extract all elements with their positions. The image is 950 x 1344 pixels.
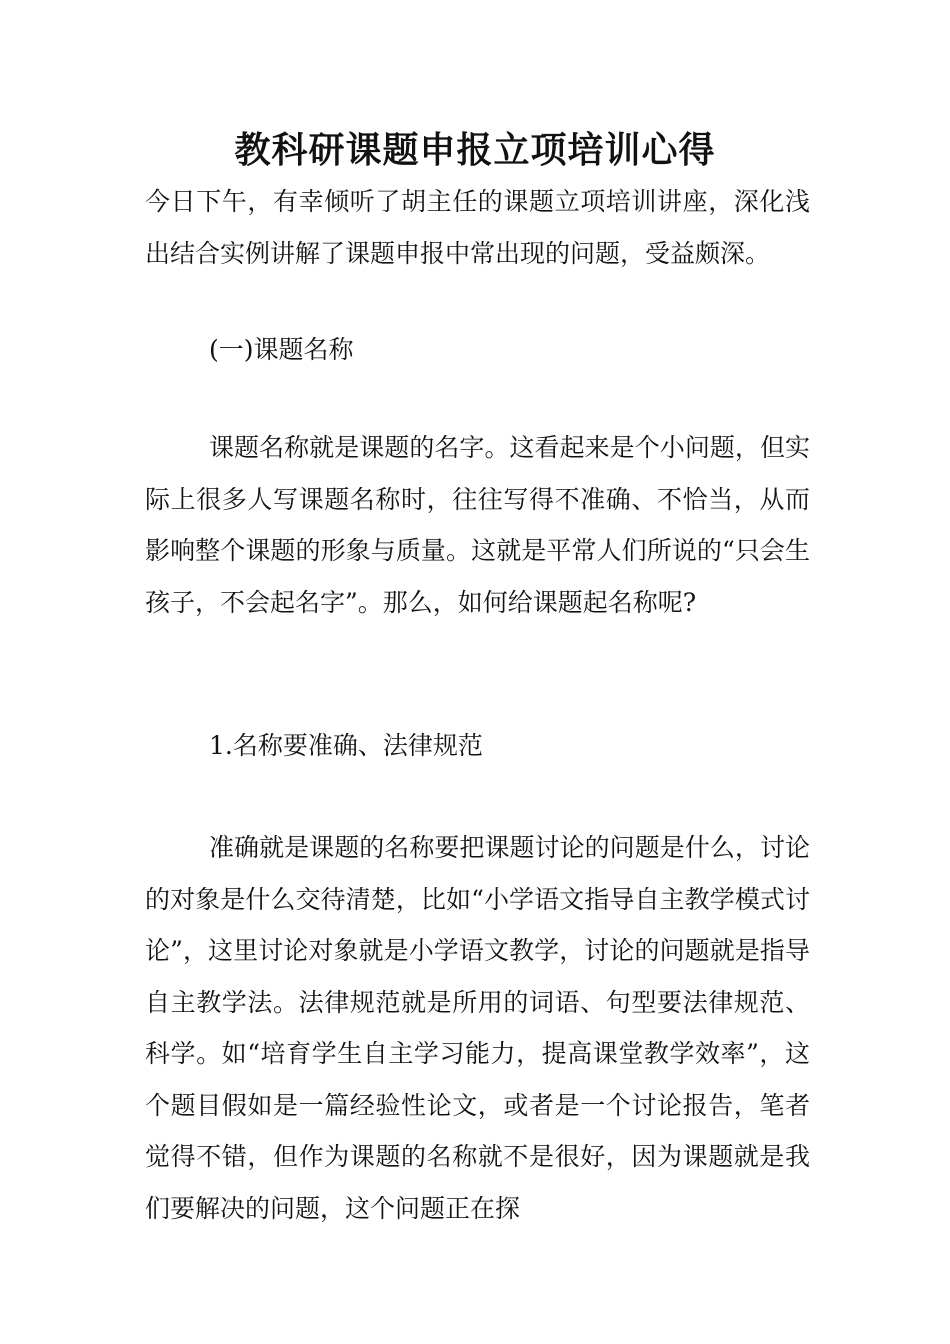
- document-title: 教科研课题申报立项培训心得: [234, 129, 716, 171]
- section-body-paragraph: 课题名称就是课题的名字。这看起来是个小问题，但实际上很多人写课题名称时，往往写得不准确、不恰当，从而影响整个课题的形象与质量。这就是平常人们所说的“只会生孩子，不会起名字”。那么，如何给课题起名称呢?: [145, 433, 810, 617]
- intro-paragraph: 今日下午，有幸倾听了胡主任的课题立项培训讲座，深化浅出结合实例讲解了课题申报中常出现的问题，受益颇深。: [145, 187, 810, 268]
- section-heading: (一)课题名称: [209, 335, 354, 364]
- subsection-body-paragraph: 准确就是课题的名称要把课题讨论的问题是什么，讨论的对象是什么交待清楚，比如“小学语文指导自主教学模式讨论”，这里讨论对象就是小学语文教学，讨论的问题就是指导自主教学法。法律规范就是所用的词语、句型要法律规范、科学。如“培育学生自主学习能力，提高课堂教学效率”，这个题目假如是一篇经验性论文，或者是一个讨论报告，笔者觉得不错，但作为课题的名称就不是很好，因为课题就是我们要解决的问题，这个问题正在探: [145, 833, 810, 1223]
- subsection-heading: 1.名称要准确、法律规范: [209, 731, 483, 760]
